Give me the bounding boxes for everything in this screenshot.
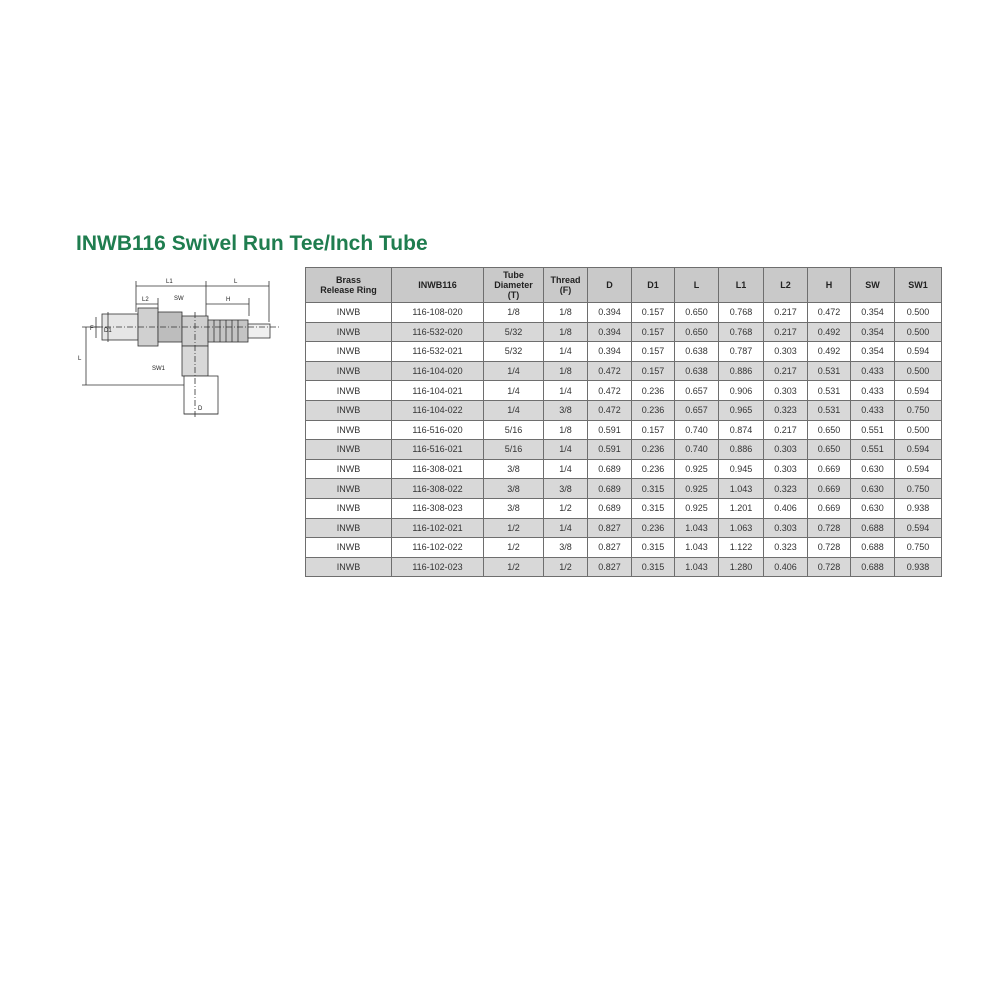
table-cell: 0.236 (632, 440, 675, 460)
table-cell: 0.236 (632, 381, 675, 401)
table-cell: 0.657 (675, 400, 719, 420)
column-header-line: Brass (335, 275, 362, 285)
column-header (392, 268, 484, 303)
column-header-line: H (825, 280, 833, 290)
label-L2: L2 (142, 297, 149, 303)
table-cell: 1.280 (719, 557, 764, 577)
table-row (306, 303, 942, 323)
table-cell: 0.531 (808, 381, 851, 401)
table-cell: 0.157 (632, 420, 675, 440)
label-SW: SW (174, 296, 184, 302)
column-header (632, 268, 675, 303)
table-cell: 1/4 (544, 440, 588, 460)
table-row (306, 459, 942, 479)
table-cell: 0.406 (764, 557, 808, 577)
table-cell: 0.315 (632, 557, 675, 577)
table-cell: 0.630 (851, 479, 895, 499)
table-cell: 0.925 (675, 459, 719, 479)
table-cell: 0.689 (588, 479, 632, 499)
table-cell: 0.886 (719, 361, 764, 381)
table-cell: 0.728 (808, 538, 851, 558)
column-header-line: INWB116 (418, 280, 457, 290)
table-cell: 0.472 (588, 400, 632, 420)
table-cell: 1/4 (544, 342, 588, 362)
table-cell: 1/4 (484, 400, 544, 420)
table-cell: 0.315 (632, 498, 675, 518)
table-cell: 0.406 (764, 498, 808, 518)
table-cell: 116-532-021 (392, 342, 484, 362)
table-cell: 5/16 (484, 420, 544, 440)
table-cell: INWB (306, 420, 392, 440)
table-cell: 0.591 (588, 420, 632, 440)
column-header-line: (F) (559, 285, 572, 295)
table-cell: 0.787 (719, 342, 764, 362)
table-cell: 0.354 (851, 303, 895, 323)
specification-table (305, 267, 942, 577)
table-cell: 0.657 (675, 381, 719, 401)
column-header-line: Release Ring (320, 285, 377, 295)
table-cell: 0.669 (808, 479, 851, 499)
table-cell: 0.925 (675, 479, 719, 499)
column-header (808, 268, 851, 303)
table-cell: INWB (306, 322, 392, 342)
column-header-line: SW (865, 280, 880, 290)
column-header-line: L2 (780, 280, 791, 290)
table-cell: 0.217 (764, 303, 808, 323)
table-cell: 0.217 (764, 322, 808, 342)
column-header (895, 268, 942, 303)
column-header (544, 268, 588, 303)
table-cell: INWB (306, 498, 392, 518)
table-cell: 1/8 (544, 420, 588, 440)
table-cell: 0.303 (764, 381, 808, 401)
table-cell: 0.433 (851, 361, 895, 381)
table-cell: 0.945 (719, 459, 764, 479)
table-cell: 3/8 (484, 479, 544, 499)
table-cell: 116-104-022 (392, 400, 484, 420)
label-F: F (90, 326, 94, 332)
table-cell: 0.594 (895, 459, 942, 479)
column-header-line: L1 (735, 280, 747, 290)
table-row (306, 440, 942, 460)
table-cell: 0.500 (895, 303, 942, 323)
table-cell: 0.531 (808, 400, 851, 420)
table-cell: 1/8 (544, 303, 588, 323)
label-D1: D1 (104, 328, 112, 334)
column-header-line: D1 (647, 280, 659, 290)
table-cell: 0.472 (588, 381, 632, 401)
column-header-line: (T) (507, 290, 520, 300)
table-cell: 116-102-021 (392, 518, 484, 538)
table-cell: 116-308-021 (392, 459, 484, 479)
table-row (306, 342, 942, 362)
column-header (588, 268, 632, 303)
column-header-line: Tube (503, 270, 524, 280)
table-body (306, 303, 942, 577)
label-SW1: SW1 (152, 366, 166, 372)
table-cell: 1/4 (544, 459, 588, 479)
table-cell: 0.594 (895, 381, 942, 401)
table-cell: 116-108-020 (392, 303, 484, 323)
table-cell: 1/4 (484, 381, 544, 401)
table-cell: 0.303 (764, 342, 808, 362)
label-H: H (226, 297, 231, 303)
table-row (306, 381, 942, 401)
table-cell: 0.472 (808, 303, 851, 323)
table-row (306, 557, 942, 577)
table-cell: 116-102-022 (392, 538, 484, 558)
table-cell: 3/8 (544, 538, 588, 558)
column-header-line: Thread (550, 275, 581, 285)
table-cell: 0.594 (895, 440, 942, 460)
column-header (719, 268, 764, 303)
column-header-line: D (606, 280, 613, 290)
table-cell: 1/2 (544, 557, 588, 577)
table-row (306, 479, 942, 499)
table-cell: 0.315 (632, 538, 675, 558)
table-cell: 1/4 (544, 381, 588, 401)
label-L1: L1 (166, 279, 173, 285)
table-cell: 1.043 (719, 479, 764, 499)
table-cell: 0.303 (764, 459, 808, 479)
table-cell: 0.551 (851, 440, 895, 460)
table-cell: 1.122 (719, 538, 764, 558)
table-cell: 0.551 (851, 420, 895, 440)
table-cell: INWB (306, 479, 392, 499)
table-row (306, 420, 942, 440)
table-cell: 0.650 (808, 420, 851, 440)
table-cell: 0.157 (632, 303, 675, 323)
table-cell: 0.531 (808, 361, 851, 381)
table-cell: 1/2 (484, 518, 544, 538)
table-cell: 0.630 (851, 498, 895, 518)
table-cell: 0.740 (675, 420, 719, 440)
table-row (306, 400, 942, 420)
fitting-technical-drawing (74, 272, 290, 420)
table-cell: 0.827 (588, 538, 632, 558)
table-cell: 1/8 (544, 361, 588, 381)
table-cell: INWB (306, 342, 392, 362)
table-cell: 1.043 (675, 518, 719, 538)
table-cell: 0.938 (895, 498, 942, 518)
table-cell: 0.638 (675, 361, 719, 381)
table-cell: 116-532-020 (392, 322, 484, 342)
label-L-side: L (78, 356, 82, 362)
table-cell: 0.925 (675, 498, 719, 518)
table-cell: INWB (306, 459, 392, 479)
table-row (306, 361, 942, 381)
table-cell: 0.689 (588, 459, 632, 479)
table-cell: 1.201 (719, 498, 764, 518)
table-cell: 0.236 (632, 400, 675, 420)
table-cell: 0.354 (851, 322, 895, 342)
table-cell: 0.217 (764, 361, 808, 381)
table-cell: 5/16 (484, 440, 544, 460)
label-L: L (234, 279, 238, 285)
table-cell: 0.728 (808, 557, 851, 577)
table-cell: 116-516-020 (392, 420, 484, 440)
table-cell: 116-308-023 (392, 498, 484, 518)
table-cell: 0.827 (588, 518, 632, 538)
table-cell: 0.728 (808, 518, 851, 538)
table-cell: 1/2 (544, 498, 588, 518)
table-cell: 3/8 (544, 479, 588, 499)
table-cell: 0.638 (675, 342, 719, 362)
table-cell: 0.906 (719, 381, 764, 401)
table-cell: 0.236 (632, 518, 675, 538)
label-D: D (198, 406, 203, 412)
table-cell: 1.043 (675, 538, 719, 558)
table-cell: 0.768 (719, 322, 764, 342)
table-cell: 0.650 (675, 322, 719, 342)
table-cell: 0.594 (895, 342, 942, 362)
table-cell: 0.157 (632, 322, 675, 342)
table-cell: 3/8 (544, 400, 588, 420)
column-header-line: SW1 (908, 280, 928, 290)
table-cell: 5/32 (484, 342, 544, 362)
table-cell: 0.236 (632, 459, 675, 479)
table-cell: 0.323 (764, 479, 808, 499)
table-cell: 0.303 (764, 518, 808, 538)
table-cell: 0.750 (895, 479, 942, 499)
table-cell: 0.630 (851, 459, 895, 479)
table-cell: 0.500 (895, 420, 942, 440)
table-cell: 1/2 (484, 557, 544, 577)
table-cell: 0.594 (895, 518, 942, 538)
table-cell: INWB (306, 440, 392, 460)
table-cell: 0.688 (851, 518, 895, 538)
table-cell: 0.315 (632, 479, 675, 499)
table-cell: 0.354 (851, 342, 895, 362)
table-cell: 0.394 (588, 342, 632, 362)
column-header (675, 268, 719, 303)
table-cell: 0.689 (588, 498, 632, 518)
table-cell: 0.492 (808, 322, 851, 342)
table-cell: INWB (306, 381, 392, 401)
table-row (306, 538, 942, 558)
page-title: INWB116 Swivel Run Tee/Inch Tube (76, 232, 428, 255)
column-header (306, 268, 392, 303)
table-cell: 0.965 (719, 400, 764, 420)
table-cell: 1/2 (484, 538, 544, 558)
table-cell: 3/8 (484, 459, 544, 479)
table-cell: INWB (306, 557, 392, 577)
table-cell: 116-516-021 (392, 440, 484, 460)
table-cell: 0.500 (895, 361, 942, 381)
table-cell: 0.492 (808, 342, 851, 362)
table-cell: 0.500 (895, 322, 942, 342)
table-row (306, 518, 942, 538)
table-cell: 1/4 (484, 361, 544, 381)
table-cell: 1/8 (544, 322, 588, 342)
table-cell: 1.043 (675, 557, 719, 577)
table-cell: INWB (306, 400, 392, 420)
table-cell: INWB (306, 303, 392, 323)
table-cell: 0.740 (675, 440, 719, 460)
table-cell: 0.688 (851, 538, 895, 558)
table-cell: 116-102-023 (392, 557, 484, 577)
table-cell: 0.157 (632, 361, 675, 381)
table-cell: INWB (306, 538, 392, 558)
table-cell: 0.433 (851, 400, 895, 420)
table-cell: 0.874 (719, 420, 764, 440)
table-cell: 116-104-020 (392, 361, 484, 381)
table-cell: 0.323 (764, 400, 808, 420)
table-cell: 0.433 (851, 381, 895, 401)
table-cell: 0.303 (764, 440, 808, 460)
table-cell: 0.394 (588, 322, 632, 342)
table-cell: 0.768 (719, 303, 764, 323)
table-cell: 0.650 (675, 303, 719, 323)
table-row (306, 498, 942, 518)
table-cell: 0.886 (719, 440, 764, 460)
table-cell: 0.650 (808, 440, 851, 460)
table-cell: 0.750 (895, 538, 942, 558)
table-cell: INWB (306, 361, 392, 381)
table-cell: 116-308-022 (392, 479, 484, 499)
table-cell: 5/32 (484, 322, 544, 342)
column-header (764, 268, 808, 303)
column-header (851, 268, 895, 303)
table-row (306, 322, 942, 342)
table-cell: 116-104-021 (392, 381, 484, 401)
column-header (484, 268, 544, 303)
table-cell: 0.591 (588, 440, 632, 460)
table-cell: 0.688 (851, 557, 895, 577)
table-cell: 1/4 (544, 518, 588, 538)
column-header-line: Diameter (494, 280, 533, 290)
table-cell: 0.750 (895, 400, 942, 420)
table-cell: 0.669 (808, 459, 851, 479)
table-cell: INWB (306, 518, 392, 538)
table-cell: 0.157 (632, 342, 675, 362)
table-cell: 1/8 (484, 303, 544, 323)
table-cell: 3/8 (484, 498, 544, 518)
column-header-line: L (693, 280, 700, 290)
table-cell: 0.394 (588, 303, 632, 323)
table-cell: 0.472 (588, 361, 632, 381)
table-header-row (306, 268, 942, 303)
table-cell: 0.217 (764, 420, 808, 440)
table-cell: 0.323 (764, 538, 808, 558)
table-cell: 0.938 (895, 557, 942, 577)
table-cell: 1.063 (719, 518, 764, 538)
table-cell: 0.827 (588, 557, 632, 577)
table-cell: 0.669 (808, 498, 851, 518)
